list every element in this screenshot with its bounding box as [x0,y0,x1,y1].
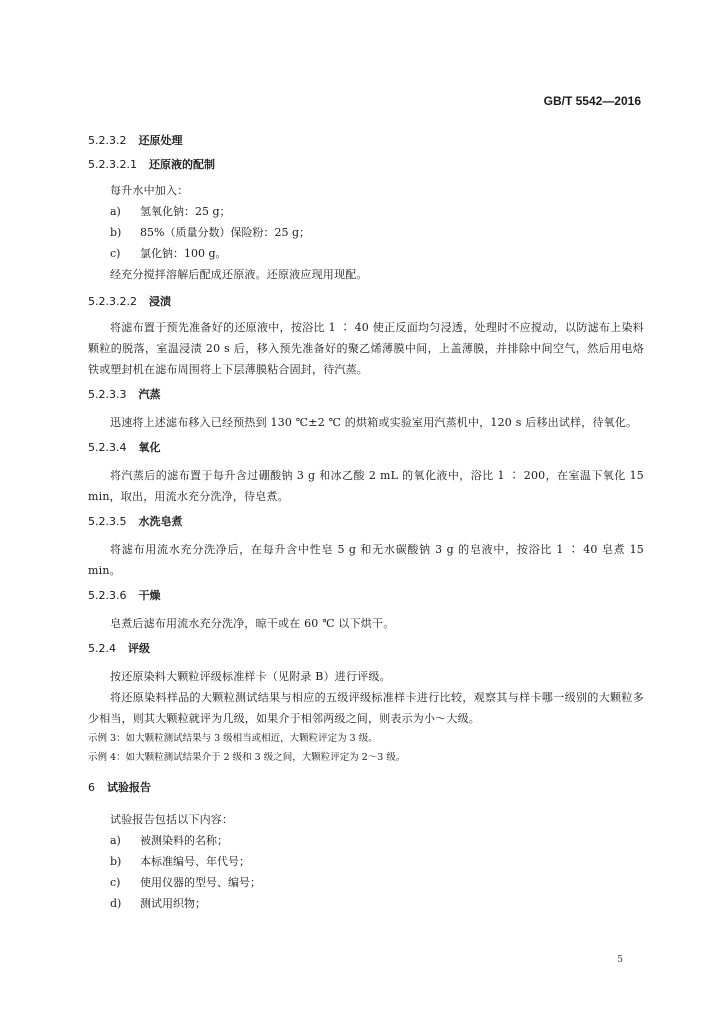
list-item-text: 本标准编号、年代号； [140,855,250,868]
paragraph: 将还原染料样品的大颗粒测试结果与相应的五级评级标准样卡进行比较，观察其与样卡哪一级别的大颗粒多少相当，则其大颗粒就评为几级，如果介于相邻两级之间，则表示为小～大级。 [88,691,644,725]
paragraph: 皂煮后滤布用流水充分洗净，晾干或在 60 ℃ 以下烘干。 [110,617,395,630]
section-number: 5.2.3.5 [88,515,127,528]
section-number: 6 [88,781,95,794]
section-5-2-3-5-heading [88,515,644,529]
list-marker: c) [110,247,121,260]
section-5-2-3-2-heading [88,134,644,148]
section-title: 评级 [128,642,150,655]
section-5-2-3-3-heading [88,388,644,402]
list-item-text: 测试用织物； [140,897,206,910]
paragraph: 将滤布用流水充分洗净后，在每升含中性皂 5 g 和无水碳酸钠 3 g 的皂液中，按浴比 1 ∶ 40 皂煮 15 min。 [88,543,644,577]
paragraph: 每升水中加入： [110,184,189,197]
section-title: 还原处理 [138,134,183,147]
paragraph: 试验报告包括以下内容： [110,813,234,826]
example-note: 示例 3：如大颗粒测试结果与 3 级相当或相近，大颗粒评定为 3 级。 [88,733,378,744]
section-number: 5.2.3.4 [88,441,127,454]
list-item [88,830,644,851]
section-5-2-3-2-2-heading [88,295,644,309]
document-body [88,134,644,914]
section-number: 5.2.3.6 [88,589,127,602]
section-number: 5.2.3.2.2 [88,295,137,308]
list-marker: c) [110,876,121,889]
list-marker: a) [110,205,121,218]
list-item [88,851,644,872]
paragraph: 经充分搅拌溶解后配成还原液。还原液应现用现配。 [110,268,368,281]
list-item-text: 氯化钠：100 g。 [140,247,227,260]
section-6-heading [88,781,644,795]
example-note: 示例 4：如大颗粒测试结果介于 2 级和 3 级之间，大颗粒评定为 2～3 级。 [88,752,406,763]
section-number: 5.2.3.3 [88,388,127,401]
section-title: 汽蒸 [138,388,161,401]
paragraph: 将滤布置于预先准备好的还原液中，按浴比 1 ∶ 40 使正反面均匀浸透，处理时不应搅动，以防滤布上染料颗粒的脱落，室温浸渍 20 s 后，移入预先准备好的聚乙烯薄膜中间，上盖薄膜，并排除中间空气，然后用电烙铁或塑封机在滤布周围将上下层薄膜粘合固封，待汽蒸。 [88,321,644,376]
list-marker: d) [110,897,122,910]
standard-code: GB/T 5542—2016 [543,94,641,108]
list-marker: b) [110,226,122,239]
paragraph: 按还原染料大颗粒评级标准样卡（见附录 B）进行评级。 [110,670,391,683]
section-5-2-3-4-heading [88,441,644,455]
list-item [88,872,644,893]
list-marker: a) [110,834,121,847]
section-number: 5.2.4 [88,642,116,655]
list-item-text: 氢氧化钠：25 g； [140,205,231,218]
list-item-text: 85%（质量分数）保险粉：25 g； [140,226,310,239]
section-title: 浸渍 [148,295,171,308]
list-item [88,222,644,243]
page-number: 5 [617,955,623,965]
section-title: 试验报告 [107,781,151,794]
section-5-2-3-2-1-heading [88,158,644,172]
section-title: 还原液的配制 [148,158,215,171]
list-item-text: 被测染料的名称； [140,834,228,847]
list-item [88,893,644,914]
section-number: 5.2.3.2 [88,134,127,147]
list-item-text: 使用仪器的型号、编号； [140,876,261,889]
section-5-2-3-6-heading [88,589,644,603]
section-5-2-4-heading [88,642,644,656]
section-title: 水洗皂煮 [138,515,183,528]
list-item [88,201,644,222]
list-marker: b) [110,855,122,868]
section-number: 5.2.3.2.1 [88,158,137,171]
section-title: 氧化 [138,441,161,454]
section-title: 干燥 [138,589,161,602]
paragraph: 迅速将上述滤布移入已经预热到 130 ℃±2 ℃ 的烘箱或实验室用汽蒸机中，120 s 后移出试样，待氧化。 [110,416,638,429]
paragraph: 将汽蒸后的滤布置于每升含过硼酸钠 3 g 和冰乙酸 2 mL 的氧化液中，浴比 1 ∶ 200，在室温下氧化 15 min，取出，用流水充分洗净，待皂煮。 [88,469,644,503]
list-item [88,243,644,264]
